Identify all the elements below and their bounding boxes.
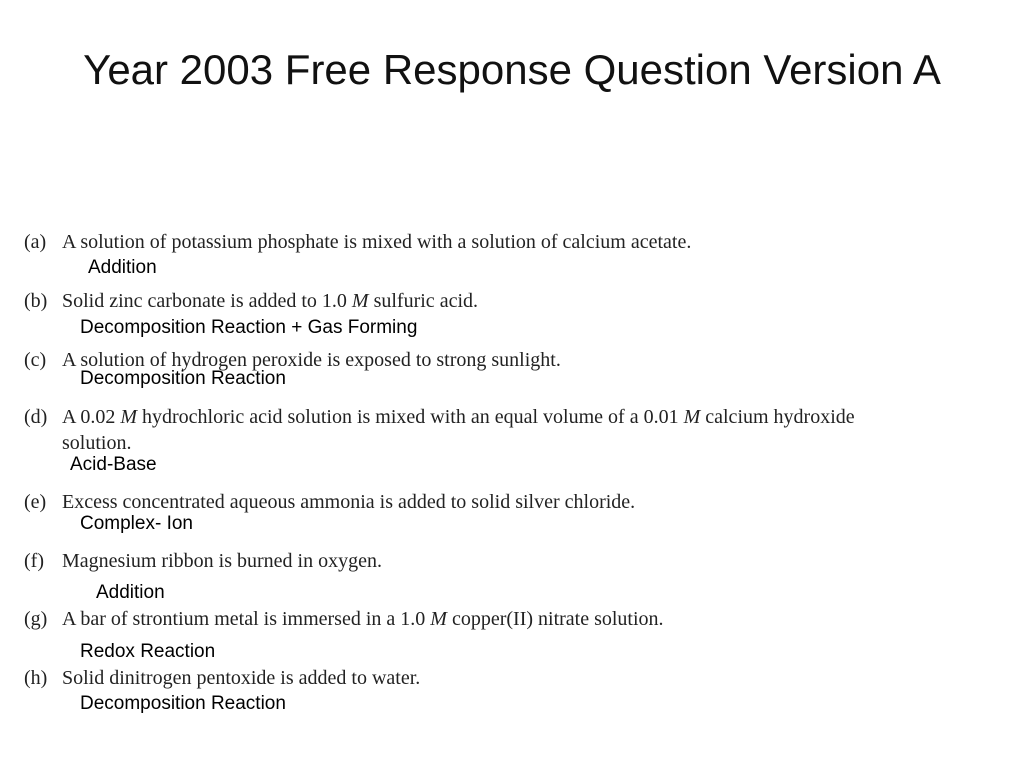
answer-e: Complex- Ion (80, 513, 193, 534)
question-letter: (b) (24, 290, 48, 312)
answer-g: Redox Reaction (80, 641, 216, 662)
question-b (24, 290, 478, 313)
answer-h: Decomposition Reaction (80, 693, 286, 714)
question-text: Solid dinitrogen pentoxide is added to water. (62, 667, 421, 689)
question-letter: (f) (24, 550, 44, 572)
question-text: Magnesium ribbon is burned in oxygen. (62, 550, 382, 572)
answer-a: Addition (88, 257, 157, 278)
question-g (24, 608, 664, 631)
question-h (24, 667, 420, 690)
answer-b: Decomposition Reaction + Gas Forming (80, 317, 418, 338)
question-d-continuation: solution. (62, 432, 132, 454)
question-letter: (a) (24, 231, 47, 253)
question-letter: (h) (24, 667, 48, 689)
question-a (24, 231, 691, 254)
question-f (24, 550, 382, 573)
answer-c: Decomposition Reaction (80, 368, 286, 389)
question-text: A solution of hydrogen peroxide is exposed to strong sunlight. (62, 349, 561, 371)
question-text: Solid zinc carbonate is added to 1.0 M sulfuric acid. (62, 290, 478, 312)
question-text: A bar of strontium metal is immersed in a 1.0 M copper(II) nitrate solution. (62, 608, 664, 630)
question-letter: (c) (24, 349, 47, 371)
question-text: Excess concentrated aqueous ammonia is added to solid silver chloride. (62, 491, 636, 513)
question-e (24, 491, 635, 514)
answer-f: Addition (96, 582, 165, 603)
question-text: A 0.02 M hydrochloric acid solution is mixed with an equal volume of a 0.01 M calcium hydroxide (62, 406, 855, 428)
slide-title: Year 2003 Free Response Question Version A (83, 46, 941, 93)
question-letter: (e) (24, 491, 47, 513)
question-letter: (d) (24, 406, 48, 428)
answer-d: Acid-Base (70, 454, 157, 475)
question-letter: (g) (24, 608, 48, 630)
question-d (24, 406, 855, 429)
question-text: A solution of potassium phosphate is mixed with a solution of calcium acetate. (62, 231, 692, 253)
